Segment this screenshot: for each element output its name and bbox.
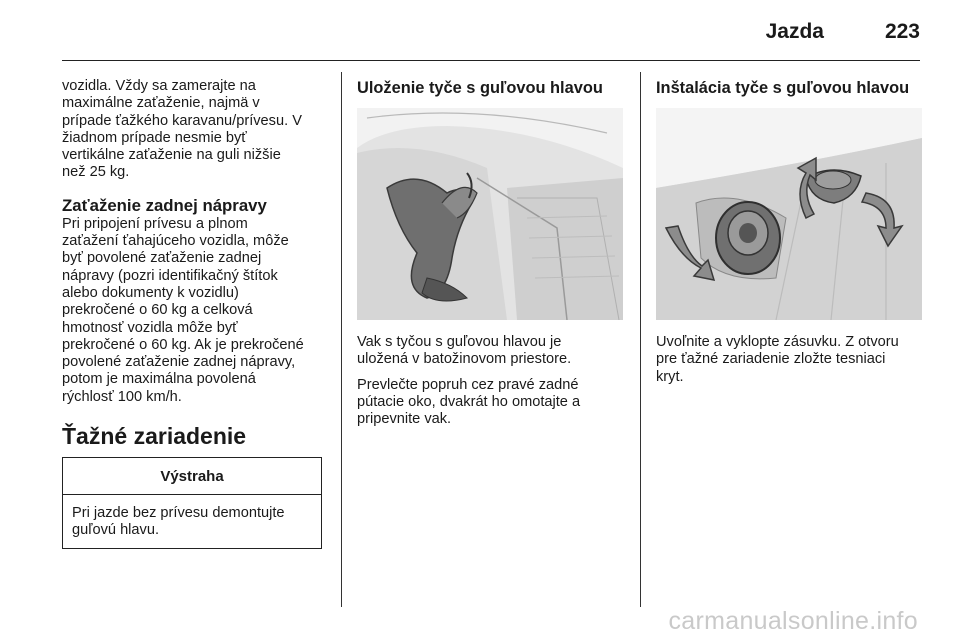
column-divider-1 bbox=[341, 72, 342, 607]
column-middle bbox=[357, 78, 625, 428]
page-number: 223 bbox=[884, 20, 920, 43]
storage-paragraph-2: Prevlečte popruh cez pravé zadné pútacie oko, dvakrát ho omotajte a pripevnite vak. bbox=[357, 376, 581, 428]
warning-text: Pri jazde bez prívesu demontujte guľovú hlavu. bbox=[72, 504, 285, 538]
intro-paragraph: vozidla. Vždy sa zamerajte na maximálne zaťaženie, najmä v prípade ťažkého karavanu/prívesu. V žiadnom prípade nesmie byť vertikálne zaťaženie na guli nižšie než 25 kg. bbox=[62, 78, 302, 181]
socket-installation-illustration bbox=[656, 108, 922, 320]
chapter-heading: Ťažné zariadenie bbox=[62, 423, 247, 450]
running-header-title: Jazda bbox=[765, 20, 824, 43]
storage-paragraph-1: Vak s tyčou s guľovou hlavou je uložená v batožinovom priestore. bbox=[357, 334, 572, 368]
storage-bag-illustration bbox=[357, 108, 623, 320]
storage-heading: Uloženie tyče s guľovou hlavou bbox=[357, 79, 603, 97]
watermark: carmanualsonline.info bbox=[668, 607, 918, 635]
column-left bbox=[62, 78, 330, 549]
rear-axle-heading: Zaťaženie zadnej nápravy bbox=[62, 195, 267, 215]
header-divider bbox=[62, 60, 920, 61]
warning-box bbox=[62, 457, 322, 549]
column-right bbox=[656, 78, 924, 386]
installation-paragraph-1: Uvoľnite a vyklopte zásuvku. Z otvoru pre ťažné zariadenie zložte tesniaci kryt. bbox=[656, 334, 899, 385]
column-divider-2 bbox=[640, 72, 641, 607]
warning-title: Výstraha bbox=[63, 458, 321, 494]
installation-heading: Inštalácia tyče s guľovou hlavou bbox=[656, 79, 910, 97]
rear-axle-paragraph: Pri pripojení prívesu a plnom zaťažení ťahajúceho vozidla, môže byť povolené zaťaženie zadnej nápravy (pozri identifikačný štítok alebo dokumenty k vozidlu) prekročené o 60 kg a celková hmotnosť vozidla môže byť prekročené o 60 kg. Ak je prekročené povolené zaťaženie zadnej nápravy, potom je maximálna povolená rýchlosť 100 km/h. bbox=[62, 215, 304, 405]
